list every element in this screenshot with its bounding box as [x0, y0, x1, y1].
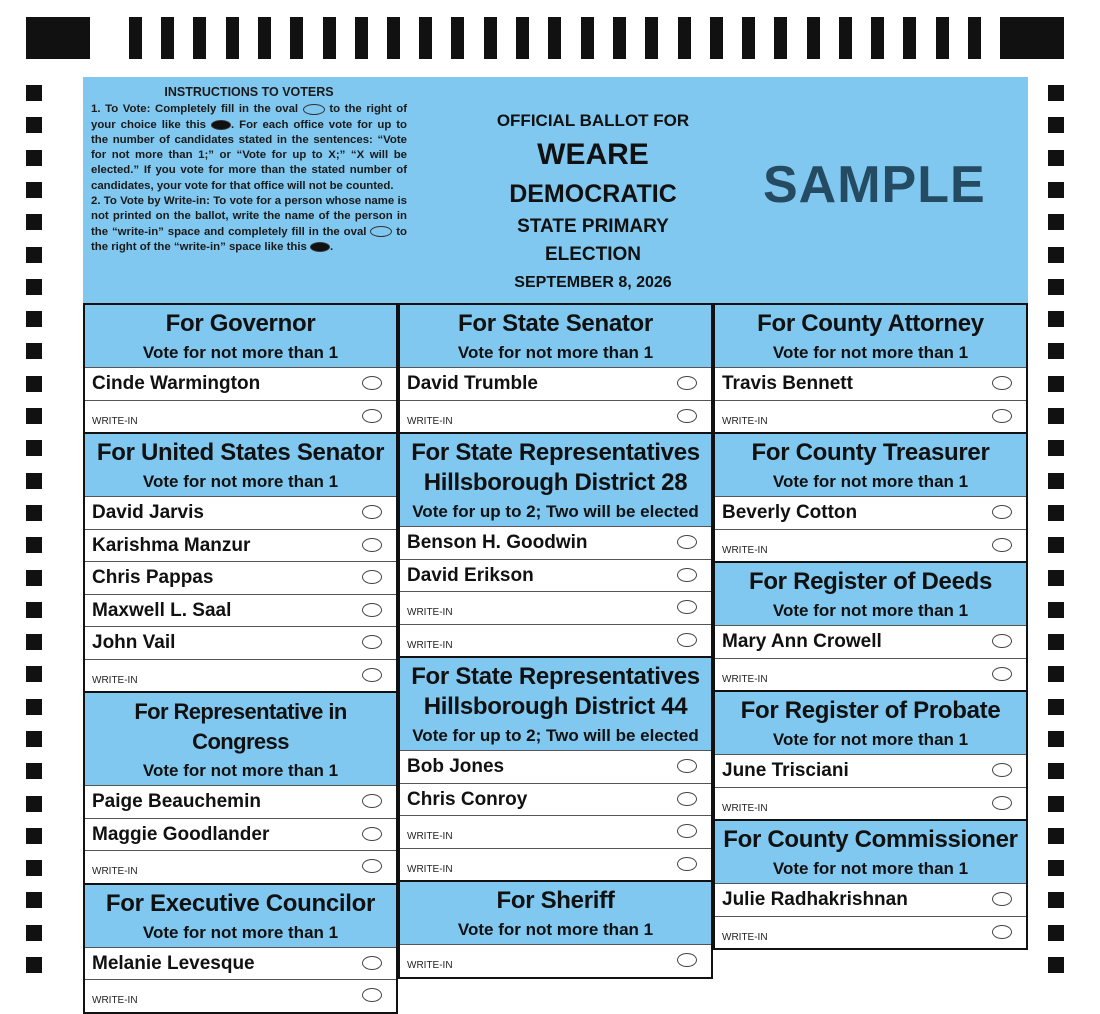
race-district: Hillsborough District 28 — [423, 469, 688, 496]
candidate-row — [85, 367, 396, 400]
ballot-header — [83, 77, 1028, 305]
candidate-name: Karishma Manzur — [92, 534, 251, 556]
timing-mark — [323, 17, 336, 59]
instructions-paragraph-1 — [91, 102, 407, 194]
election-title-block — [475, 107, 711, 297]
vote-for-instruction: Vote for not more than 1 — [142, 761, 339, 780]
race-header — [400, 882, 711, 944]
vote-oval[interactable] — [992, 505, 1012, 519]
write-in-row[interactable] — [400, 400, 711, 433]
candidate-row — [400, 750, 711, 783]
timing-mark — [193, 17, 206, 59]
vote-oval[interactable] — [992, 376, 1012, 390]
instructions-text: 1. To Vote: Completely fill in the oval — [91, 103, 299, 116]
timing-mark — [26, 763, 42, 779]
race-header — [715, 692, 1026, 754]
race-header — [85, 885, 396, 947]
timing-mark — [26, 473, 42, 489]
vote-oval[interactable] — [362, 538, 382, 552]
race-header — [715, 434, 1026, 496]
timing-mark — [548, 17, 561, 59]
vote-oval[interactable] — [362, 603, 382, 617]
timing-mark — [419, 17, 432, 59]
timing-mark — [1048, 440, 1064, 456]
election-label: ELECTION — [544, 244, 642, 265]
write-in-label: WRITE-IN — [407, 639, 453, 651]
timing-mark — [774, 17, 787, 59]
instructions-text: . — [330, 240, 334, 253]
timing-mark — [26, 150, 42, 166]
write-in-label: WRITE-IN — [407, 863, 453, 875]
vote-for-instruction: Vote for not more than 1 — [142, 472, 339, 491]
timing-mark — [968, 17, 981, 59]
timing-mark — [1048, 731, 1064, 747]
timing-mark — [839, 17, 852, 59]
race-for-state-representatives-hillsborough-district-28 — [400, 432, 711, 656]
write-in-row[interactable] — [400, 944, 711, 977]
candidate-row — [715, 367, 1026, 400]
write-in-row[interactable] — [85, 850, 396, 883]
timing-mark — [1000, 17, 1064, 59]
timing-mark — [26, 311, 42, 327]
timing-mark — [26, 247, 42, 263]
vote-oval[interactable] — [362, 956, 382, 970]
election-date: SEPTEMBER 8, 2026 — [514, 274, 672, 291]
ballot-column-2 — [398, 303, 713, 979]
empty-oval-icon — [370, 226, 392, 237]
timing-mark — [26, 182, 42, 198]
vote-for-instruction: Vote for not more than 1 — [142, 343, 339, 362]
write-in-oval[interactable] — [992, 925, 1012, 939]
timing-mark — [1048, 828, 1064, 844]
candidate-row — [400, 526, 711, 559]
timing-mark — [26, 892, 42, 908]
instructions-text: to the right of your choice like this — [91, 103, 408, 131]
write-in-oval[interactable] — [992, 796, 1012, 810]
candidate-row — [85, 496, 396, 529]
timing-mark — [355, 17, 368, 59]
candidate-name: June Trisciani — [722, 760, 849, 781]
timing-mark — [26, 376, 42, 392]
timing-mark — [1048, 473, 1064, 489]
race-title: For County Commissioner — [723, 826, 1018, 853]
race-title: For Register of Probate — [740, 697, 1001, 724]
write-in-oval[interactable] — [677, 600, 697, 614]
write-in-label: WRITE-IN — [722, 931, 768, 943]
write-in-oval[interactable] — [992, 667, 1012, 681]
write-in-row[interactable] — [400, 815, 711, 848]
candidate-name: Mary Ann Crowell — [722, 631, 882, 652]
vote-for-instruction: Vote for up to 2; Two will be elected — [412, 502, 699, 521]
write-in-label: WRITE-IN — [407, 831, 453, 842]
write-in-oval[interactable] — [362, 859, 382, 873]
write-in-row[interactable] — [715, 916, 1026, 949]
write-in-label: WRITE-IN — [722, 802, 768, 814]
candidate-name: Beverly Cotton — [722, 502, 858, 523]
timing-mark — [26, 731, 42, 747]
candidate-row — [85, 529, 396, 562]
timing-mark — [26, 214, 42, 230]
filled-oval-icon — [211, 120, 231, 130]
candidate-row — [85, 594, 396, 627]
race-title: For County Treasurer — [751, 439, 990, 466]
timing-mark — [1048, 892, 1064, 908]
write-in-label: WRITE-IN — [407, 415, 453, 427]
vote-oval[interactable] — [677, 535, 697, 549]
race-header — [85, 434, 396, 496]
race-title: For Register of Deeds — [748, 568, 993, 595]
empty-oval-icon — [303, 104, 325, 115]
write-in-oval[interactable] — [677, 409, 697, 423]
write-in-label: WRITE-IN — [92, 995, 138, 1006]
write-in-row[interactable] — [715, 529, 1026, 562]
timing-mark — [484, 17, 497, 59]
race-for-state-senator — [400, 303, 711, 432]
vote-for-instruction: Vote for not more than 1 — [457, 920, 654, 939]
timing-mark — [26, 570, 42, 586]
vote-oval[interactable] — [362, 635, 382, 649]
race-for-register-of-probate — [715, 690, 1026, 819]
timing-mark — [1048, 311, 1064, 327]
race-header — [715, 821, 1026, 883]
write-in-label: WRITE-IN — [407, 607, 453, 618]
timing-mark — [26, 85, 42, 101]
race-for-county-commissioner — [715, 819, 1026, 948]
timing-mark — [1048, 860, 1064, 876]
candidate-name: Chris Pappas — [92, 567, 214, 588]
timing-mark — [1048, 343, 1064, 359]
timing-mark — [710, 17, 723, 59]
vote-oval[interactable] — [362, 376, 382, 390]
timing-mark — [1048, 247, 1064, 263]
timing-mark — [645, 17, 658, 59]
race-for-representative-in-congress — [85, 691, 396, 883]
vote-oval[interactable] — [992, 763, 1012, 777]
timing-mark — [581, 17, 594, 59]
timing-mark — [516, 17, 529, 59]
candidate-row — [400, 783, 711, 816]
write-in-oval[interactable] — [362, 668, 382, 682]
write-in-row[interactable] — [715, 787, 1026, 820]
official-ballot-label: OFFICIAL BALLOT FOR — [496, 111, 690, 130]
timing-mark — [258, 17, 271, 59]
timing-mark — [1048, 505, 1064, 521]
timing-mark — [807, 17, 820, 59]
party-name: DEMOCRATIC — [509, 180, 677, 208]
timing-mark — [26, 343, 42, 359]
candidate-name: David Jarvis — [92, 502, 204, 523]
timing-mark — [871, 17, 884, 59]
vote-oval[interactable] — [992, 892, 1012, 906]
write-in-oval[interactable] — [362, 988, 382, 1002]
candidate-row — [400, 559, 711, 592]
race-district: Hillsborough District 44 — [423, 693, 688, 720]
timing-mark — [26, 828, 42, 844]
vote-oval[interactable] — [362, 570, 382, 584]
vote-for-instruction: Vote for up to 2; Two will be elected — [412, 726, 699, 745]
write-in-oval[interactable] — [992, 409, 1012, 423]
candidate-row — [715, 754, 1026, 787]
timing-mark — [26, 17, 90, 59]
race-title: For Representative in Congress — [134, 699, 347, 754]
instructions-text: 2. To Vote by Write-in: To vote for a person whose name is not printed on the ballot, write the name of the person in the “write-in” space and completely fill in the oval — [91, 195, 407, 238]
race-title: For United States Senator — [96, 439, 385, 466]
write-in-row[interactable] — [85, 400, 396, 433]
race-title: For State Representatives — [411, 663, 700, 690]
candidate-name: Bob Jones — [407, 756, 505, 777]
timing-mark — [26, 699, 42, 715]
vote-for-instruction: Vote for not more than 1 — [772, 472, 969, 491]
race-for-county-treasurer — [715, 432, 1026, 561]
timing-mark — [1048, 214, 1064, 230]
vote-oval[interactable] — [362, 505, 382, 519]
timing-mark — [1048, 699, 1064, 715]
timing-mark — [290, 17, 303, 59]
instructions-paragraph-2 — [91, 194, 407, 255]
write-in-row[interactable] — [400, 848, 711, 881]
race-for-sheriff — [400, 880, 711, 977]
write-in-oval[interactable] — [677, 824, 697, 838]
timing-mark — [1048, 537, 1064, 553]
candidate-name: David Trumble — [407, 373, 538, 394]
timing-mark — [26, 796, 42, 812]
timing-mark — [1048, 150, 1064, 166]
write-in-label: WRITE-IN — [92, 674, 138, 686]
candidate-name: John Vail — [92, 632, 176, 653]
vote-for-instruction: Vote for not more than 1 — [772, 343, 969, 362]
candidate-row — [715, 883, 1026, 916]
timing-mark — [26, 440, 42, 456]
vote-for-instruction: Vote for not more than 1 — [772, 859, 969, 878]
race-title: For Governor — [165, 310, 316, 337]
timing-mark — [1048, 408, 1064, 424]
candidate-row — [400, 367, 711, 400]
candidate-row — [715, 496, 1026, 529]
candidate-row — [85, 626, 396, 659]
vote-oval[interactable] — [677, 792, 697, 806]
vote-oval[interactable] — [677, 568, 697, 582]
candidate-name: Travis Bennett — [722, 373, 853, 394]
timing-mark — [26, 279, 42, 295]
timing-mark — [1048, 85, 1064, 101]
write-in-label: WRITE-IN — [407, 960, 453, 971]
race-title: For Sheriff — [496, 887, 615, 914]
timing-mark — [26, 408, 42, 424]
sample-watermark: SAMPLE — [763, 156, 986, 214]
race-header — [400, 658, 711, 750]
race-for-executive-councilor — [85, 883, 396, 1012]
timing-mark — [161, 17, 174, 59]
vote-oval[interactable] — [677, 759, 697, 773]
race-for-county-attorney — [715, 303, 1026, 432]
candidate-row — [85, 818, 396, 851]
write-in-row[interactable] — [715, 658, 1026, 691]
candidate-row — [715, 625, 1026, 658]
timing-mark — [613, 17, 626, 59]
timing-mark — [26, 634, 42, 650]
vote-for-instruction: Vote for not more than 1 — [457, 343, 654, 362]
write-in-label: WRITE-IN — [722, 544, 768, 556]
candidate-row — [85, 785, 396, 818]
candidate-name: Maggie Goodlander — [92, 823, 270, 845]
timing-mark — [26, 602, 42, 618]
write-in-oval[interactable] — [677, 953, 697, 967]
vote-for-instruction: Vote for not more than 1 — [772, 730, 969, 749]
timing-mark — [26, 537, 42, 553]
candidate-name: Melanie Levesque — [92, 952, 255, 974]
timing-mark — [1048, 117, 1064, 133]
race-title: For State Representatives — [411, 439, 700, 466]
vote-for-instruction: Vote for not more than 1 — [772, 601, 969, 620]
vote-for-instruction: Vote for not more than 1 — [142, 922, 339, 942]
write-in-row[interactable] — [85, 659, 396, 692]
race-header — [715, 305, 1026, 367]
timing-mark — [226, 17, 239, 59]
race-header — [400, 434, 711, 526]
timing-mark — [1048, 602, 1064, 618]
ballot-column-3 — [713, 303, 1028, 950]
timing-mark — [26, 925, 42, 941]
vote-oval[interactable] — [362, 794, 382, 808]
timing-mark — [1048, 634, 1064, 650]
candidate-name: Benson H. Goodwin — [407, 532, 588, 553]
write-in-oval[interactable] — [362, 409, 382, 423]
race-header — [85, 305, 396, 367]
timing-mark — [26, 957, 42, 973]
timing-mark — [1048, 666, 1064, 682]
vote-oval[interactable] — [677, 376, 697, 390]
instructions-text: to the right of the “write-in” space like this — [91, 225, 407, 253]
candidate-name: Chris Conroy — [407, 788, 528, 810]
timing-mark — [1048, 925, 1064, 941]
write-in-oval[interactable] — [992, 538, 1012, 552]
timing-mark — [1048, 182, 1064, 198]
timing-mark — [1048, 376, 1064, 392]
write-in-label: WRITE-IN — [92, 866, 138, 877]
election-type: STATE PRIMARY — [517, 216, 669, 237]
candidate-name: Maxwell L. Saal — [92, 599, 232, 621]
write-in-row[interactable] — [400, 591, 711, 624]
timing-mark — [451, 17, 464, 59]
timing-mark — [26, 860, 42, 876]
timing-mark — [1048, 957, 1064, 973]
instructions-title: INSTRUCTIONS TO VOTERS — [164, 85, 334, 99]
timing-mark — [1048, 763, 1064, 779]
race-for-united-states-senator — [85, 432, 396, 691]
write-in-label: WRITE-IN — [722, 415, 768, 427]
race-for-state-representatives-hillsborough-district-44 — [400, 656, 711, 880]
vote-oval[interactable] — [992, 634, 1012, 648]
candidate-name: Cinde Warmington — [92, 373, 261, 394]
candidate-row — [85, 561, 396, 594]
filled-oval-icon — [310, 242, 330, 252]
timing-mark — [1048, 796, 1064, 812]
timing-mark — [742, 17, 755, 59]
town-name: WEARE — [537, 138, 649, 171]
race-for-governor — [85, 303, 396, 432]
write-in-row[interactable] — [400, 624, 711, 657]
race-for-register-of-deeds — [715, 561, 1026, 690]
write-in-oval[interactable] — [677, 857, 697, 871]
race-header — [715, 563, 1026, 625]
ballot-column-1 — [83, 303, 398, 1014]
write-in-row[interactable] — [85, 979, 396, 1012]
timing-mark — [129, 17, 142, 59]
race-title: For County Attorney — [757, 310, 984, 337]
race-title: For Executive Councilor — [105, 889, 376, 917]
race-header — [400, 305, 711, 367]
candidate-row — [85, 947, 396, 980]
write-in-label: WRITE-IN — [92, 415, 138, 427]
voter-instructions — [91, 85, 407, 255]
instructions-text: . For each office vote for up to the number of candidates stated in the sentences: “Vote for not more than 1;” or “Vote for up to X;” “X will be elected.” If you vote for more than the stated number of candidates, your vote for that office will not be counted. — [91, 118, 408, 192]
race-header — [85, 693, 396, 785]
candidate-name: Paige Beauchemin — [92, 791, 261, 812]
race-title: For State Senator — [458, 310, 653, 337]
write-in-oval[interactable] — [677, 633, 697, 647]
timing-mark — [936, 17, 949, 59]
timing-mark — [26, 666, 42, 682]
timing-mark — [678, 17, 691, 59]
candidate-name: Julie Radhakrishnan — [722, 889, 908, 910]
timing-mark — [1048, 279, 1064, 295]
write-in-label: WRITE-IN — [722, 673, 768, 685]
timing-mark — [1048, 570, 1064, 586]
write-in-row[interactable] — [715, 400, 1026, 433]
candidate-name: David Erikson — [407, 564, 534, 586]
timing-mark — [387, 17, 400, 59]
timing-mark — [903, 17, 916, 59]
timing-mark — [26, 505, 42, 521]
vote-oval[interactable] — [362, 827, 382, 841]
timing-mark — [26, 117, 42, 133]
